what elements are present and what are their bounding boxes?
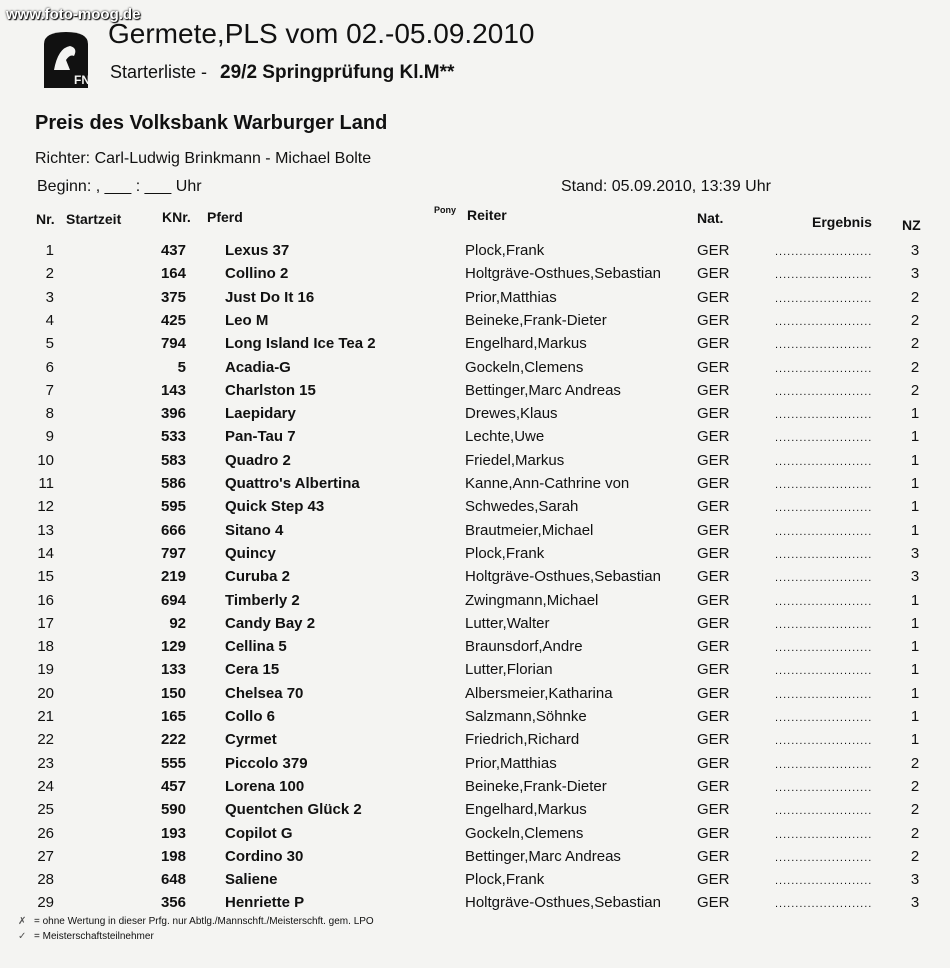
table-row <box>0 894 950 917</box>
row-result: ........................ <box>775 548 873 561</box>
start-time-line: Beginn: , ___ : ___ Uhr <box>37 178 202 195</box>
row-nz: 3 <box>910 242 920 259</box>
row-result: ........................ <box>775 665 873 678</box>
row-rider: Schwedes,Sarah <box>465 498 579 516</box>
row-result: ........................ <box>775 339 873 352</box>
row-horse: Quentchen Glück 2 <box>225 801 362 819</box>
row-nz: 2 <box>910 801 920 819</box>
row-result: ........................ <box>775 618 873 631</box>
row-horse: Cellina 5 <box>225 638 287 656</box>
check-mark-icon: ✓ <box>18 931 27 942</box>
row-nation: GER <box>697 521 730 539</box>
table-row <box>0 685 950 708</box>
row-knr: 165 <box>160 708 186 725</box>
row-nr: 24 <box>37 777 54 795</box>
row-result: ........................ <box>775 525 873 538</box>
row-nz: 3 <box>910 568 920 586</box>
row-horse: Henriette P <box>225 894 305 912</box>
row-nr: 18 <box>37 638 54 656</box>
row-nr: 14 <box>37 544 54 562</box>
row-nation: GER <box>697 544 730 562</box>
row-knr: 533 <box>160 428 186 446</box>
judges-line: Richter: Carl-Ludwig Brinkmann - Michael Bolte <box>35 150 372 167</box>
row-horse: Copilot G <box>225 824 293 842</box>
row-result: ........................ <box>775 735 873 748</box>
row-knr: 797 <box>160 544 186 562</box>
row-knr: 666 <box>160 521 186 539</box>
row-rider: Albersmeier,Katharina <box>465 684 613 702</box>
table-row <box>0 242 950 265</box>
row-rider: Prior,Matthias <box>465 288 557 306</box>
row-nation: GER <box>697 311 730 329</box>
row-knr: 595 <box>160 498 186 516</box>
table-row <box>0 405 950 428</box>
col-header-pony: Pony <box>434 205 457 215</box>
row-horse: Just Do It 16 <box>225 288 315 306</box>
row-horse: Quadro 2 <box>225 451 291 469</box>
table-row <box>0 312 950 335</box>
row-knr: 356 <box>160 894 186 912</box>
row-nation: GER <box>697 661 730 679</box>
row-nr: 23 <box>37 754 54 772</box>
row-result: ........................ <box>775 805 873 818</box>
row-knr: 150 <box>160 684 186 702</box>
row-rider: Gockeln,Clemens <box>465 824 584 842</box>
table-row <box>0 289 950 312</box>
row-horse: Cordino 30 <box>225 847 304 865</box>
row-rider: Salzmann,Söhnke <box>465 708 587 725</box>
row-nation: GER <box>697 288 730 306</box>
row-knr: 586 <box>160 475 186 492</box>
row-nation: GER <box>697 405 730 423</box>
table-row <box>0 661 950 684</box>
prize-title: Preis des Volksbank Warburger Land <box>35 112 388 134</box>
row-nr: 13 <box>37 521 54 539</box>
table-row <box>0 848 950 871</box>
table-row <box>0 825 950 848</box>
row-knr: 555 <box>160 754 186 772</box>
row-horse: Timberly 2 <box>225 591 300 609</box>
row-nr: 5 <box>45 335 54 353</box>
row-rider: Friedel,Markus <box>465 451 565 469</box>
row-nz: 1 <box>910 661 920 679</box>
row-horse: Long Island Ice Tea 2 <box>225 335 376 353</box>
row-nr: 28 <box>37 871 54 889</box>
row-horse: Candy Bay 2 <box>225 614 316 632</box>
row-nation: GER <box>697 847 730 865</box>
watermark: www.foto-moog.de <box>6 6 141 23</box>
row-horse: Cyrmet <box>225 731 277 749</box>
row-result: ........................ <box>775 898 873 911</box>
row-knr: 198 <box>160 847 186 865</box>
row-nr: 22 <box>37 731 54 749</box>
row-nz: 2 <box>910 381 920 399</box>
row-nr: 20 <box>37 684 54 702</box>
row-result: ........................ <box>775 479 873 491</box>
competition-name: 29/2 Springprüfung Kl.M** <box>220 62 455 83</box>
row-nz: 2 <box>910 754 920 772</box>
row-result: ........................ <box>775 409 873 422</box>
row-rider: Lutter,Walter <box>465 614 550 632</box>
table-row <box>0 615 950 638</box>
row-result: ........................ <box>775 642 873 655</box>
row-nz: 1 <box>910 521 920 539</box>
legend-text: = Meisterschaftsteilnehmer <box>34 931 154 942</box>
row-result: ........................ <box>775 246 873 258</box>
row-nr: 21 <box>37 708 54 725</box>
row-knr: 222 <box>160 731 186 749</box>
row-nz: 1 <box>910 614 920 632</box>
row-knr: 92 <box>169 614 186 632</box>
row-nation: GER <box>697 381 730 399</box>
row-nz: 2 <box>910 824 920 842</box>
row-nr: 29 <box>37 894 54 912</box>
row-horse: Saliene <box>225 871 278 889</box>
legend-text: = ohne Wertung in dieser Prfg. nur Abtlg./Mannschft./Meisterschft. gem. LPO <box>34 916 374 927</box>
row-knr: 437 <box>160 242 186 259</box>
cross-mark-icon: ✗ <box>18 916 27 927</box>
row-rider: Engelhard,Markus <box>465 801 587 819</box>
row-nr: 7 <box>45 381 54 399</box>
table-row <box>0 871 950 894</box>
row-nz: 1 <box>910 708 920 725</box>
row-nz: 1 <box>910 428 920 446</box>
row-nation: GER <box>697 475 730 492</box>
row-nation: GER <box>697 638 730 656</box>
row-nation: GER <box>697 335 730 353</box>
row-nr: 12 <box>37 498 54 516</box>
row-horse: Acadia-G <box>225 358 291 376</box>
row-knr: 694 <box>160 591 186 609</box>
row-result: ........................ <box>775 712 873 724</box>
col-header-nz: NZ <box>902 217 921 233</box>
col-header-pferd: Pferd <box>207 209 243 225</box>
row-nation: GER <box>697 568 730 586</box>
row-nz: 1 <box>910 451 920 469</box>
row-nz: 2 <box>910 288 920 306</box>
table-row <box>0 708 950 731</box>
row-rider: Holtgräve-Osthues,Sebastian <box>465 568 661 586</box>
col-header-nat: Nat. <box>697 210 724 226</box>
row-knr: 143 <box>160 381 186 399</box>
row-rider: Plock,Frank <box>465 871 545 889</box>
row-nation: GER <box>697 242 730 259</box>
row-rider: Beineke,Frank-Dieter <box>465 311 607 329</box>
row-result: ........................ <box>775 432 873 445</box>
row-nation: GER <box>697 591 730 609</box>
row-knr: 583 <box>160 451 186 469</box>
row-rider: Bettinger,Marc Andreas <box>465 847 621 865</box>
row-nation: GER <box>697 358 730 376</box>
row-nz: 2 <box>910 358 920 376</box>
row-rider: Zwingmann,Michael <box>465 591 599 609</box>
table-row <box>0 498 950 521</box>
table-row <box>0 359 950 382</box>
row-rider: Friedrich,Richard <box>465 731 580 749</box>
row-rider: Braunsdorf,Andre <box>465 638 583 656</box>
row-nr: 25 <box>37 801 54 819</box>
row-result: ........................ <box>775 828 873 841</box>
row-nation: GER <box>697 777 730 795</box>
competition-line <box>110 62 454 84</box>
row-nation: GER <box>697 801 730 819</box>
row-nz: 1 <box>910 638 920 656</box>
row-nz: 1 <box>910 475 920 492</box>
row-knr: 193 <box>160 824 186 842</box>
row-nr: 11 <box>38 475 54 492</box>
row-knr: 590 <box>160 801 186 819</box>
row-rider: Beineke,Frank-Dieter <box>465 777 607 795</box>
row-nz: 2 <box>910 847 920 865</box>
row-nr: 10 <box>37 451 54 469</box>
row-nr: 26 <box>37 824 54 842</box>
row-nz: 1 <box>910 684 920 702</box>
row-nation: GER <box>697 265 730 283</box>
row-result: ........................ <box>775 362 873 375</box>
row-rider: Plock,Frank <box>465 544 545 562</box>
row-horse: Chelsea 70 <box>225 684 304 702</box>
row-result: ........................ <box>775 758 873 771</box>
table-row <box>0 778 950 801</box>
col-header-ergebnis: Ergebnis <box>812 214 872 230</box>
row-nation: GER <box>697 708 730 725</box>
table-row <box>0 452 950 475</box>
row-nr: 27 <box>37 847 54 865</box>
row-nr: 3 <box>45 288 54 306</box>
row-result: ........................ <box>775 875 873 888</box>
row-horse: Laepidary <box>225 405 296 423</box>
table-row <box>0 335 950 358</box>
row-nr: 9 <box>45 428 54 446</box>
row-nr: 8 <box>45 405 54 423</box>
row-horse: Leo M <box>225 311 269 329</box>
row-nation: GER <box>697 428 730 446</box>
col-header-reiter: Reiter <box>467 207 507 223</box>
row-rider: Bettinger,Marc Andreas <box>465 381 621 399</box>
row-knr: 457 <box>160 777 186 795</box>
fn-logo-icon <box>40 30 92 90</box>
row-nr: 2 <box>45 265 54 283</box>
svg-text:FN: FN <box>74 73 90 87</box>
row-horse: Lexus 37 <box>225 242 290 259</box>
row-horse: Charlston 15 <box>225 381 316 399</box>
row-nation: GER <box>697 614 730 632</box>
row-nz: 2 <box>910 777 920 795</box>
row-nation: GER <box>697 684 730 702</box>
row-rider: Holtgräve-Osthues,Sebastian <box>465 894 661 912</box>
row-nation: GER <box>697 451 730 469</box>
col-header-knr: KNr. <box>162 209 191 225</box>
row-result: ........................ <box>775 385 873 398</box>
table-row <box>0 755 950 778</box>
row-knr: 648 <box>160 871 186 889</box>
row-rider: Holtgräve-Osthues,Sebastian <box>465 265 661 283</box>
row-result: ........................ <box>775 572 873 585</box>
row-result: ........................ <box>775 455 873 468</box>
row-knr: 219 <box>160 568 186 586</box>
table-row <box>0 382 950 405</box>
row-horse: Pan-Tau 7 <box>225 428 296 446</box>
row-rider: Brautmeier,Michael <box>465 521 594 539</box>
row-nz: 1 <box>910 731 920 749</box>
row-nz: 1 <box>910 591 920 609</box>
row-rider: Lutter,Florian <box>465 661 553 679</box>
row-rider: Kanne,Ann-Cathrine von <box>465 475 630 492</box>
row-horse: Cera 15 <box>225 661 280 679</box>
row-result: ........................ <box>775 269 873 282</box>
row-horse: Collo 6 <box>225 708 276 725</box>
table-row <box>0 522 950 545</box>
row-nz: 1 <box>910 498 920 516</box>
row-knr: 133 <box>160 661 186 679</box>
col-header-startzeit: Startzeit <box>66 211 122 227</box>
row-nation: GER <box>697 871 730 889</box>
row-horse: Quincy <box>225 544 276 562</box>
row-result: ........................ <box>775 595 873 608</box>
row-knr: 794 <box>160 335 186 353</box>
row-knr: 5 <box>177 358 186 376</box>
row-nr: 6 <box>45 358 54 376</box>
row-result: ........................ <box>775 688 873 701</box>
row-rider: Gockeln,Clemens <box>465 358 584 376</box>
row-rider: Plock,Frank <box>465 242 545 259</box>
row-nz: 3 <box>910 265 920 283</box>
row-rider: Engelhard,Markus <box>465 335 587 353</box>
row-nr: 19 <box>37 661 54 679</box>
row-knr: 396 <box>160 405 186 423</box>
row-nz: 3 <box>910 894 920 912</box>
row-horse: Piccolo 379 <box>225 754 308 772</box>
row-rider: Lechte,Uwe <box>465 428 545 446</box>
row-nz: 2 <box>910 311 920 329</box>
row-nation: GER <box>697 894 730 912</box>
table-row <box>0 545 950 568</box>
row-horse: Curuba 2 <box>225 568 291 586</box>
row-horse: Quick Step 43 <box>225 498 325 516</box>
list-label: Starterliste - <box>110 62 208 82</box>
row-nz: 3 <box>910 871 920 889</box>
table-row <box>0 801 950 824</box>
row-result: ........................ <box>775 502 873 515</box>
row-nr: 15 <box>37 568 54 586</box>
row-knr: 375 <box>160 288 186 306</box>
row-horse: Quattro's Albertina <box>225 475 360 492</box>
table-row <box>0 265 950 288</box>
table-row <box>0 592 950 615</box>
row-nation: GER <box>697 498 730 516</box>
row-result: ........................ <box>775 292 873 305</box>
row-nation: GER <box>697 824 730 842</box>
row-result: ........................ <box>775 851 873 864</box>
row-nr: 16 <box>37 591 54 609</box>
row-horse: Lorena 100 <box>225 777 305 795</box>
row-nz: 1 <box>910 405 920 423</box>
table-row <box>0 428 950 451</box>
row-result: ........................ <box>775 781 873 794</box>
row-horse: Collino 2 <box>225 265 289 283</box>
row-nr: 4 <box>45 311 54 329</box>
row-nr: 17 <box>37 614 54 632</box>
legend-item <box>18 916 374 927</box>
table-row <box>0 475 950 498</box>
row-rider: Drewes,Klaus <box>465 405 558 423</box>
row-horse: Sitano 4 <box>225 521 284 539</box>
col-header-nr: Nr. <box>36 211 55 227</box>
row-knr: 425 <box>160 311 186 329</box>
event-title: Germete,PLS vom 02.-05.09.2010 <box>108 18 535 49</box>
stand-line: Stand: 05.09.2010, 13:39 Uhr <box>561 178 771 195</box>
row-knr: 129 <box>160 638 186 656</box>
row-nr: 1 <box>45 242 54 259</box>
row-nz: 2 <box>910 335 920 353</box>
row-rider: Prior,Matthias <box>465 754 557 772</box>
row-knr: 164 <box>160 265 186 283</box>
row-nz: 3 <box>910 544 920 562</box>
legend-item <box>18 931 154 942</box>
row-nation: GER <box>697 754 730 772</box>
row-result: ........................ <box>775 315 873 328</box>
table-row <box>0 568 950 591</box>
row-nation: GER <box>697 731 730 749</box>
table-row <box>0 731 950 754</box>
table-row <box>0 638 950 661</box>
